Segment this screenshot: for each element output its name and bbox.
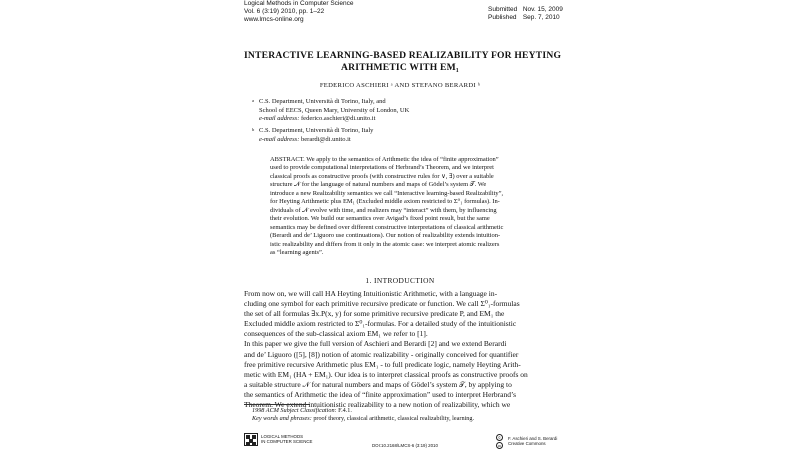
- body-line: cluding one symbol for each primitive recursive predicate or function. We call Σ⁰₁-formulas: [244, 299, 520, 309]
- published-date: Sep. 7, 2010: [522, 14, 560, 21]
- acm-class-label: 1998 ACM Subject Classification:: [252, 407, 337, 414]
- submitted-label: Submitted: [488, 6, 518, 13]
- keywords-value: proof theory, classical arithmetic, classical realizability, learning.: [313, 415, 475, 423]
- affiliation-marker: a: [252, 98, 254, 103]
- body-line: From now on, we will call HA Heyting Intuitionistic Arithmetic, with a language in-: [244, 289, 498, 298]
- footer-copyright: [508, 436, 557, 446]
- journal-name: Logical Methods in Computer Science: [244, 0, 354, 7]
- body-text: [244, 289, 556, 410]
- body-line: metic with EM₁ (HA + EM₁). Our idea is to interpret classical proofs as constructive proofs on: [244, 369, 528, 379]
- abstract-line: classical proofs as constructive proofs (with constructive rules for ∨, ∃) over a suitable: [270, 172, 494, 180]
- body-line: the semantics of Arithmetic the idea of “finite approximation” used to interpret Herbrand’s: [244, 389, 516, 399]
- abstract-line: their evolution. We build our semantics over Avigad’s fixed point result, but the same: [270, 215, 490, 223]
- journal-volume: Vol. 6 (3:19) 2010, pp. 1–22: [244, 8, 325, 15]
- body-line: free primitive recursive Arithmetic plus EM₁ - to full predicate logic, namely Heyting Arith-: [244, 359, 521, 369]
- creative-commons-icon: cc: [497, 444, 502, 448]
- license-name[interactable]: Creative Commons: [508, 441, 546, 446]
- body-line: and de’ Liguoro ([5], [8]) notion of atomic realizability - originally conceived for quantifier: [244, 349, 519, 359]
- footnote: [252, 407, 474, 423]
- email-link[interactable]: federico.aschieri@di.unito.it: [301, 115, 376, 123]
- copyright-icon: ©: [496, 434, 503, 441]
- affiliation-marker: b: [252, 127, 255, 132]
- authors: FEDERICO ASCHIERI ᵃ AND STEFANO BERARDI ᵇ: [319, 82, 481, 89]
- journal-info: [244, 0, 353, 24]
- title-line-2: ARITHMETIC WITH EM₁: [341, 62, 459, 73]
- body-line: consequences of the sub-classical axiom EM₁ we refer to [1].: [244, 329, 428, 339]
- abstract-line: used to provide computational interpretations of Herbrand’s Theorem, and we interpret: [270, 164, 494, 172]
- journal-url[interactable]: www.lmcs-online.org: [244, 16, 304, 23]
- body-line: Excluded middle axiom restricted to Σ⁰₁-formulas. For a detailed study of the intuitionistic: [244, 319, 517, 329]
- email-link[interactable]: berardi@di.unito.it: [301, 135, 351, 143]
- affiliation-line: C.S. Department, Università di Torino, Italy: [259, 127, 374, 134]
- abstract-line: structure 𝒩 for the language of natural numbers and maps of Gödel’s system 𝒯. We: [270, 181, 487, 189]
- abstract-line: semantics may be defined over different constructive interpretations of classical arithmetic: [270, 223, 504, 231]
- footnote-rule: [244, 404, 310, 405]
- abstract-line: introduce a new Realizability semantics we call “Interactive learning-based Realizability”,: [270, 189, 504, 197]
- lmcs-logo-icon: [244, 433, 258, 446]
- body-line: a suitable structure 𝒩 for natural numbers and maps of Gödel’s system 𝒯, by applying to: [244, 379, 512, 389]
- body-line: In this paper we give the full version of Aschieri and Berardi [2] and we extend Berardi: [244, 339, 507, 349]
- abstract-line: as “learning agents”.: [270, 249, 324, 257]
- footer-logo-line-1: LOGICAL METHODS: [261, 434, 304, 439]
- acm-class-value: F.4.1.: [338, 407, 352, 414]
- abstract-line: ABSTRACT. We apply to the semantics of Arithmetic the idea of “finite approximation”: [270, 156, 499, 163]
- published-label: Published: [488, 14, 517, 21]
- abstract-line: (Berardi and de’ Liguoro use continuations). Our notion of realizability extends intuition-: [270, 232, 501, 240]
- abstract-line: for Heyting Arithmetic plus EM₁ (Excluded middle axiom restricted to Σ⁰₁ formulas). In-: [270, 198, 500, 206]
- email-label: e-mail address:: [259, 115, 300, 123]
- footer-logo-line-2: IN COMPUTER SCIENCE: [261, 439, 313, 444]
- affiliation-line: School of EECS, Queen Mary, University of London, UK: [259, 106, 410, 114]
- abstract-line: istic realizability and differs from it only in the atomic case: we interpret atomic realizers: [270, 240, 500, 248]
- body-line: the set of all formulas ∃x.P(x, y) for some primitive recursive predicate P, and EM₁ the: [244, 309, 505, 319]
- submitted-date: Nov. 15, 2009: [522, 6, 563, 13]
- footer-doi[interactable]: DOI:10.2168/LMCS-6 (3:19) 2010: [372, 443, 438, 448]
- dates-info: [488, 6, 563, 22]
- copyright-holders: F. Aschieri and S. Berardi: [508, 436, 558, 441]
- title-line-1: INTERACTIVE LEARNING-BASED REALIZABILITY FOR HEYTING: [244, 50, 562, 61]
- abstract: [270, 156, 532, 258]
- footer-journal: [261, 434, 312, 444]
- affiliation-line: C.S. Department, Università di Torino, Italy, and: [259, 98, 386, 105]
- keywords-label: Key words and phrases:: [252, 415, 312, 423]
- abstract-line: dividuals of 𝒩 evolve with time, and realizers may “interact” with them, by influencing: [270, 206, 497, 214]
- paper-title: [244, 50, 562, 74]
- section-heading: 1. INTRODUCTION: [365, 276, 435, 285]
- email-label: e-mail address:: [259, 135, 300, 143]
- body-line: Theorem. We extend intuitionistic realizability to a new notion of realizability, which we: [244, 400, 511, 410]
